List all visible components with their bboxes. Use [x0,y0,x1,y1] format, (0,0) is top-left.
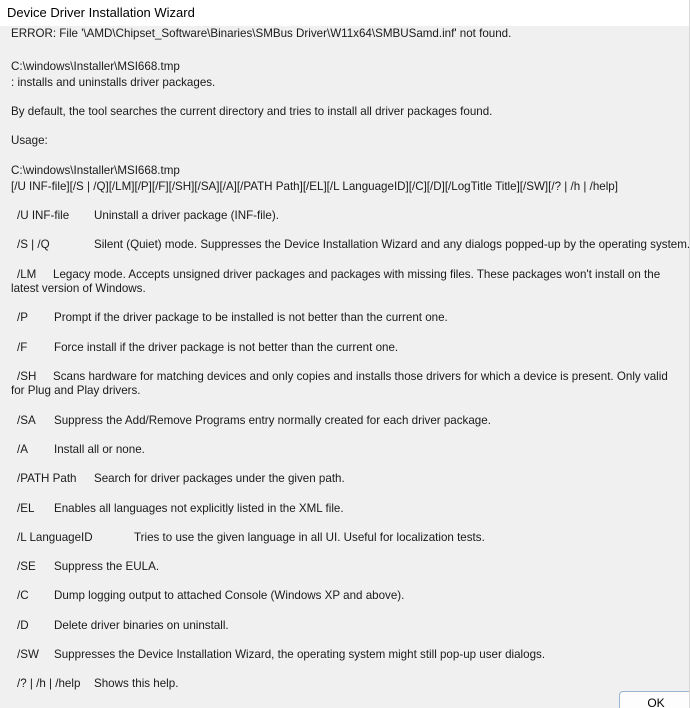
installer-path-usage: C:\windows\Installer\MSI668.tmp [11,164,180,177]
option-desc: Uninstall a driver package (INF-file). [94,209,279,222]
option-desc: Prompt if the driver package to be installed is not better than the current one. [54,311,448,324]
option-key: /SH [17,370,37,383]
option-desc: Shows this help. [94,677,179,690]
option-desc: Suppresses the Device Installation Wizard, the operating system might still pop-up user dialogs. [54,648,546,661]
option-key: /D [17,619,29,632]
option-desc: Legacy mode. Accepts unsigned driver packages and packages with missing files. These packages won't install on the latest version of Windows. [11,268,661,295]
usage-syntax: [/U INF-file][/S | /Q][/LM][/P][/F][/SH][/SA][/A][/PATH Path][/EL][/L LanguageID][/C][/D][/LogTitle Title][/SW][/? | /h | /help] [11,180,618,193]
option-desc: Install all or none. [54,443,145,456]
option-key: /PATH Path [17,472,77,485]
option-desc: Force install if the driver package is not better than the current one. [54,341,399,354]
option-desc: Tries to use the given language in all UI. Useful for localization tests. [134,531,485,544]
option-key: /EL [17,502,35,515]
option-key: /SA [17,414,36,427]
option-key: /A [17,443,28,456]
error-message: ERROR: File '\AMD\Chipset_Software\Binaries\SMBus Driver\W11x64\SMBUSamd.inf' not found. [11,27,512,40]
option-row-wrapped [11,370,683,398]
usage-label: Usage: [11,134,48,147]
option-key: /S | /Q [17,238,50,251]
option-desc: Suppress the Add/Remove Programs entry normally created for each driver package. [54,414,491,427]
title-bar [0,0,690,26]
window-title: Device Driver Installation Wizard [7,5,195,20]
option-desc: Silent (Quiet) mode. Suppresses the Device Installation Wizard and any dialogs popped-up by the operating system. [94,238,690,251]
option-key: /U INF-file [17,209,70,222]
tool-purpose: : installs and uninstalls driver packages. [11,76,216,89]
installer-path: C:\windows\Installer\MSI668.tmp [11,60,180,73]
option-key: /SE [17,560,36,573]
option-key: /C [17,589,29,602]
option-key: /L LanguageID [17,531,93,544]
option-desc: Dump logging output to attached Console (Windows XP and above). [54,589,405,602]
option-key: /P [17,311,28,324]
default-behavior-text: By default, the tool searches the current directory and tries to install all driver packages found. [11,105,493,118]
option-desc: Search for driver packages under the given path. [94,472,345,485]
option-key: /SW [17,648,39,661]
option-row-wrapped [11,268,683,296]
option-desc: Scans hardware for matching devices and only copies and installs those drivers for which a device is present. Only valid for Plug and Play drivers. [11,370,668,397]
ok-button[interactable]: OK [619,691,690,708]
option-key: /LM [17,268,37,281]
option-desc: Enables all languages not explicitly listed in the XML file. [54,502,344,515]
option-key: /F [17,341,28,354]
option-desc: Delete driver binaries on uninstall. [54,619,229,632]
option-desc: Suppress the EULA. [54,560,160,573]
option-key: /? | /h | /help [17,677,81,690]
